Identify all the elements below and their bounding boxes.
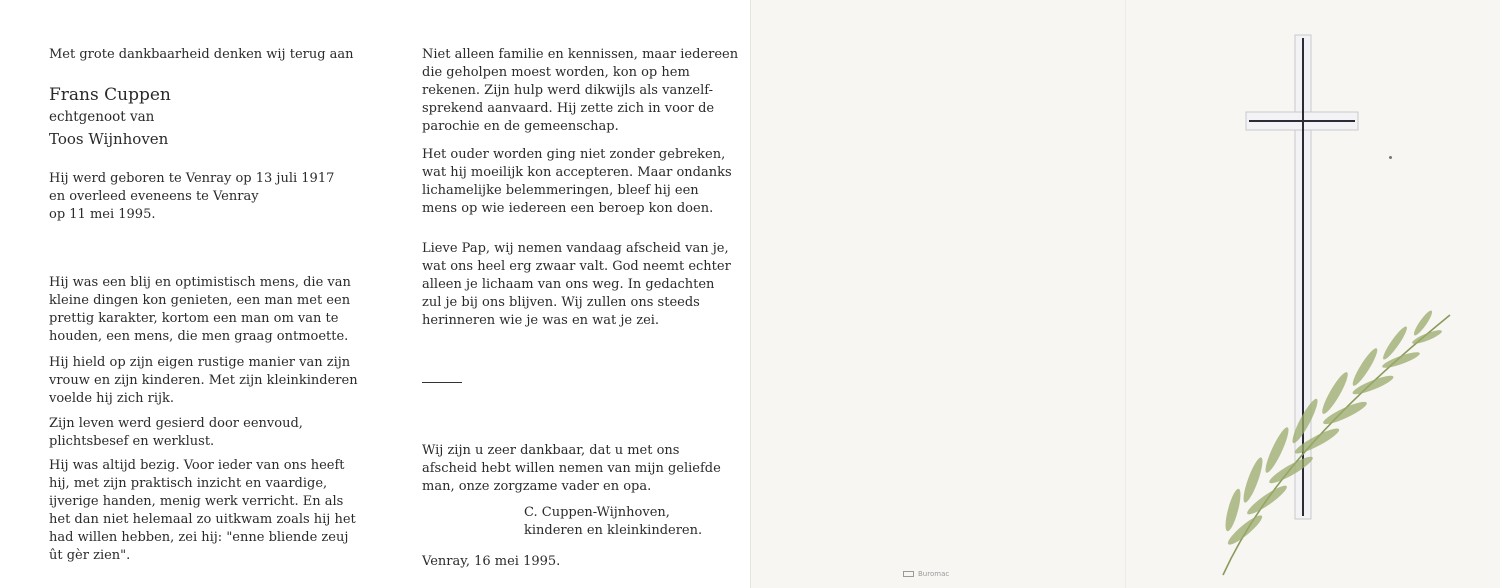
birth-line: op 11 mei 1995. — [49, 207, 156, 222]
paragraph-line: rekenen. Zijn hulp werd dikwijls als vanzelf- — [422, 83, 714, 98]
deceased-name: Frans Cuppen — [49, 85, 171, 105]
paragraph-line: Zijn leven werd gesierd door eenvoud, — [49, 416, 303, 431]
paragraph-line: het dan niet helemaal zo uitkwam zoals hij het — [49, 512, 356, 527]
paragraph-line: ijverige handen, menig werk verricht. En als — [49, 494, 344, 509]
paragraph-line: hij, met zijn praktisch inzicht en vaardige, — [49, 476, 328, 491]
paragraph-line: sprekend aanvaard. Hij zette zich in voor de — [422, 101, 715, 116]
paragraph-line: alleen je lichaam van ons weg. In gedachten — [422, 277, 715, 292]
paragraph — [49, 274, 351, 346]
paragraph-line: plichtsbesef en werklust. — [49, 434, 215, 449]
paragraph-line: wat hij moeilijk kon accepteren. Maar ondanks — [422, 165, 732, 180]
paragraph-line: ût gèr zien". — [49, 548, 131, 563]
paragraph-line: Het ouder worden ging niet zonder gebreken, — [422, 147, 726, 162]
printer-logo-icon — [903, 571, 914, 577]
paragraph-line: herinneren wie je was en wat je zei. — [422, 313, 660, 328]
palm-branch-icon — [1205, 305, 1475, 585]
paragraph-line: mens op wie iedereen een beroep kon doen. — [422, 201, 714, 216]
paragraph-line: Hij was een blij en optimistisch mens, die van — [49, 275, 351, 290]
card-fold — [750, 0, 751, 588]
card-fold — [1125, 0, 1126, 588]
birth-line: Hij werd geboren te Venray op 13 juli 1917 — [49, 171, 335, 186]
spouse-name: Toos Wijnhoven — [49, 130, 169, 148]
paragraph — [422, 240, 731, 330]
paragraph-line: prettig karakter, kortom een man om van te — [49, 311, 339, 326]
section-divider — [422, 382, 462, 383]
paragraph-line: lichamelijke belemmeringen, bleef hij een — [422, 183, 699, 198]
paragraph-line: voelde hij zich rijk. — [49, 391, 175, 406]
printer-mark — [903, 570, 949, 578]
spouse-relation: echtgenoot van — [49, 109, 155, 125]
paragraph-line: Wij zijn u zeer dankbaar, dat u met ons — [422, 443, 680, 458]
paragraph-line: Hij was altijd bezig. Voor ieder van ons heeft — [49, 458, 345, 473]
printer-mark-text: Buromac — [918, 570, 950, 578]
paper-speck — [1389, 156, 1392, 159]
paragraph-line: zul je bij ons blijven. Wij zullen ons steeds — [422, 295, 700, 310]
birth-death-info — [49, 170, 334, 224]
paragraph-line: man, onze zorgzame vader en opa. — [422, 479, 652, 494]
paragraph-line: die geholpen moest worden, kon op hem — [422, 65, 690, 80]
paragraph — [49, 354, 358, 408]
paragraph-line: houden, een mens, die men graag ontmoette. — [49, 329, 349, 344]
signature — [524, 504, 702, 540]
intro-text: Met grote dankbaarheid denken wij terug aan — [49, 47, 354, 62]
paragraph — [422, 146, 732, 218]
paragraph — [49, 415, 303, 451]
paragraph-line: Hij hield op zijn eigen rustige manier van zijn — [49, 355, 351, 370]
thanks-text — [422, 442, 721, 496]
paragraph-line: Niet alleen familie en kennissen, maar iedereen — [422, 47, 739, 62]
paragraph-line: parochie en de gemeenschap. — [422, 119, 619, 134]
left-page — [0, 0, 375, 588]
place-date: Venray, 16 mei 1995. — [422, 554, 561, 569]
paragraph-line: kleine dingen kon genieten, een man met een — [49, 293, 351, 308]
paragraph-line: Lieve Pap, wij nemen vandaag afscheid van je, — [422, 241, 729, 256]
paragraph-line: wat ons heel erg zwaar valt. God neemt echter — [422, 259, 731, 274]
paragraph — [422, 46, 738, 136]
birth-line: en overleed eveneens te Venray — [49, 189, 259, 204]
paragraph-line: vrouw en zijn kinderen. Met zijn kleinkinderen — [49, 373, 358, 388]
signature-line: kinderen en kleinkinderen. — [524, 523, 703, 538]
paragraph-line: had willen hebben, zei hij: "enne bliende zeuj — [49, 530, 349, 545]
signature-line: C. Cuppen-Wijnhoven, — [524, 505, 670, 520]
paragraph-line: afscheid hebt willen nemen van mijn geliefde — [422, 461, 721, 476]
paragraph — [49, 457, 356, 565]
